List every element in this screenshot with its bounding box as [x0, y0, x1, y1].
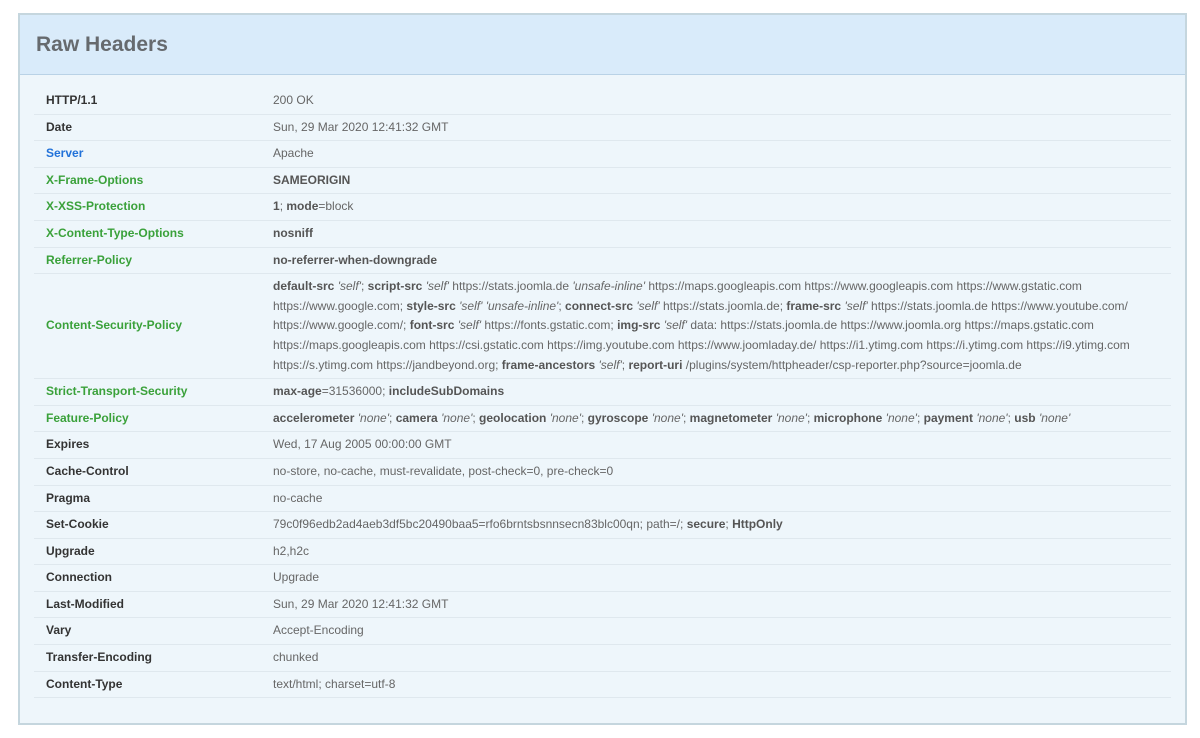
header-name: X-Frame-Options: [34, 167, 261, 194]
headers-table: [34, 88, 1171, 698]
header-row: [34, 141, 1171, 168]
directive-keyword: payment: [923, 410, 973, 425]
header-value: [261, 485, 1171, 512]
directive-keyword: microphone: [813, 410, 883, 425]
value-text: ;: [725, 517, 733, 532]
value-text: ;: [1007, 410, 1015, 425]
directive-keyword: style-src: [406, 298, 456, 313]
value-text: Sun, 29 Mar 2020 12:41:32 GMT: [273, 596, 449, 611]
value-text: Apache: [273, 146, 314, 161]
directive-source: 'unsafe-inline': [572, 279, 645, 294]
header-name: Upgrade: [34, 538, 261, 565]
header-row: [34, 405, 1171, 432]
value-text: Accept-Encoding: [273, 623, 364, 638]
value-text: Upgrade: [273, 570, 320, 585]
directive-keyword: usb: [1014, 410, 1036, 425]
header-name: X-Content-Type-Options: [34, 220, 261, 247]
header-row: [34, 247, 1171, 274]
header-name: Expires: [34, 432, 261, 459]
header-row: [34, 458, 1171, 485]
header-value: [261, 88, 1171, 114]
directive-source: 'self': [457, 318, 482, 333]
directive-keyword: report-uri: [628, 357, 683, 372]
directive-keyword: geolocation: [479, 410, 547, 425]
directive-keyword: default-src: [273, 279, 335, 294]
directive-keyword: includeSubDomains: [388, 384, 505, 399]
directive-keyword: max-age: [273, 384, 322, 399]
value-text: chunked: [273, 650, 319, 665]
header-value: [261, 167, 1171, 194]
header-value: [261, 274, 1171, 379]
directive-source: 'self' 'unsafe-inline': [459, 298, 559, 313]
header-name: Pragma: [34, 485, 261, 512]
value-text: ;: [806, 410, 814, 425]
directive-keyword: accelerometer: [273, 410, 355, 425]
header-name: Date: [34, 114, 261, 141]
header-name: Vary: [34, 618, 261, 645]
header-value: [261, 512, 1171, 539]
value-text: /plugins/system/httpheader/csp-reporter.php?source=joomla.de: [682, 357, 1022, 372]
directive-source: 'none': [885, 410, 917, 425]
header-row: [34, 194, 1171, 221]
value-text: https://stats.joomla.de;: [659, 298, 787, 313]
value-text: =block: [318, 199, 354, 214]
header-row: [34, 167, 1171, 194]
header-name: Last-Modified: [34, 591, 261, 618]
header-value: [261, 194, 1171, 221]
directive-keyword: img-src: [617, 318, 661, 333]
value-text: https://fonts.gstatic.com;: [481, 318, 618, 333]
directive-source: 'none': [357, 410, 390, 425]
directive-keyword: mode: [286, 199, 319, 214]
header-row: [34, 485, 1171, 512]
panel-header: [20, 15, 1185, 75]
header-row: [34, 591, 1171, 618]
header-name: Connection: [34, 565, 261, 592]
directive-source: 'self': [636, 298, 660, 313]
directive-source: 'self': [844, 298, 868, 313]
value-text: https://stats.joomla.de https://www.youtube.com/ https://www.google.com/;: [273, 298, 1128, 333]
header-value: [261, 114, 1171, 141]
directive-keyword: SAMEORIGIN: [273, 172, 351, 187]
value-text: ;: [916, 410, 924, 425]
directive-source: 'self': [598, 357, 622, 372]
value-text: ;: [472, 410, 480, 425]
header-value: [261, 538, 1171, 565]
header-row: [34, 512, 1171, 539]
header-value: [261, 618, 1171, 645]
value-text: ;: [682, 410, 690, 425]
value-text: data: https://stats.joomla.de https://www.joomla.org https://maps.gstatic.com https://maps.googleapis.com https://csi.gstatic.com https://img.youtube.com https://www.joomladay.de/ https://i1.ytimg.com https://i.ytimg.com https://i9.ytimg.com https://s.ytimg.com https://jandbeyond.org;: [273, 318, 1130, 372]
value-text: https://stats.joomla.de: [448, 279, 573, 294]
value-text: ;: [389, 410, 396, 425]
value-text: ;: [360, 279, 368, 294]
header-value: [261, 458, 1171, 485]
directive-source: 'none': [1038, 410, 1071, 425]
directive-source: 'self': [425, 279, 449, 294]
header-row: [34, 645, 1171, 672]
header-value: [261, 645, 1171, 672]
header-row: [34, 618, 1171, 645]
header-row: [34, 274, 1171, 379]
value-text: =31536000;: [321, 384, 389, 399]
directive-keyword: connect-src: [565, 298, 634, 313]
value-text: Wed, 17 Aug 2005 00:00:00 GMT: [273, 437, 452, 452]
directive-keyword: script-src: [367, 279, 423, 294]
header-value: [261, 220, 1171, 247]
directive-source: 'none': [441, 410, 473, 425]
directive-source: 'self': [663, 318, 688, 333]
header-name: Strict-Transport-Security: [34, 379, 261, 406]
value-text: no-store, no-cache, must-revalidate, post-check=0, pre-check=0: [273, 463, 614, 478]
header-row: [34, 114, 1171, 141]
directive-keyword: magnetometer: [689, 410, 773, 425]
panel-body: [20, 75, 1185, 698]
value-text: https://maps.googleapis.com https://www.googleapis.com https://www.gstatic.com https://www.google.com;: [273, 279, 1082, 313]
value-text: 79c0f96edb2ad4aeb3df5bc20490baa5=rfo6brntsbsnnsecn83blc00qn; path=/;: [273, 517, 687, 532]
header-value: [261, 405, 1171, 432]
value-text: ;: [581, 410, 588, 425]
header-value: [261, 671, 1171, 698]
directive-keyword: gyroscope: [587, 410, 649, 425]
value-text: text/html; charset=utf-8: [273, 676, 396, 691]
directive-keyword: frame-src: [786, 298, 842, 313]
directive-keyword: camera: [395, 410, 438, 425]
header-row: [34, 671, 1171, 698]
header-value: [261, 141, 1171, 168]
panel-title: Raw Headers: [36, 32, 168, 56]
directive-source: 'none': [549, 410, 581, 425]
value-text: ;: [558, 298, 566, 313]
headers-table-body: [34, 88, 1171, 698]
header-value: [261, 379, 1171, 406]
header-row: [34, 538, 1171, 565]
directive-source: 'self': [337, 279, 361, 294]
raw-headers-panel: [18, 13, 1187, 725]
header-row: [34, 432, 1171, 459]
directive-source: 'none': [976, 410, 1008, 425]
header-value: [261, 432, 1171, 459]
header-name: HTTP/1.1: [34, 88, 261, 114]
header-name: Content-Security-Policy: [34, 274, 261, 379]
header-name: Referrer-Policy: [34, 247, 261, 274]
directive-keyword: nosniff: [273, 225, 313, 240]
directive-keyword: 1: [273, 199, 280, 214]
directive-keyword: frame-ancestors: [501, 357, 596, 372]
header-name: Cache-Control: [34, 458, 261, 485]
header-row: [34, 565, 1171, 592]
value-text: 200 OK: [273, 93, 314, 107]
header-value: [261, 591, 1171, 618]
header-name: Set-Cookie: [34, 512, 261, 539]
header-row: [34, 379, 1171, 406]
value-text: h2,h2c: [273, 543, 310, 558]
directive-source: 'none': [651, 410, 683, 425]
header-value: [261, 247, 1171, 274]
directive-keyword: no-referrer-when-downgrade: [273, 252, 438, 267]
header-name: Feature-Policy: [34, 405, 261, 432]
directive-keyword: font-src: [409, 318, 455, 333]
value-text: ;: [279, 199, 287, 214]
directive-keyword: HttpOnly: [732, 517, 783, 532]
header-name: Transfer-Encoding: [34, 645, 261, 672]
directive-source: 'none': [775, 410, 807, 425]
header-name: Content-Type: [34, 671, 261, 698]
header-row: [34, 88, 1171, 114]
value-text: no-cache: [273, 490, 323, 505]
header-name: Server: [34, 141, 261, 168]
header-row: [34, 220, 1171, 247]
header-name: X-XSS-Protection: [34, 194, 261, 221]
directive-keyword: secure: [686, 517, 726, 532]
value-text: Sun, 29 Mar 2020 12:41:32 GMT: [273, 119, 449, 134]
value-text: ;: [621, 357, 629, 372]
header-value: [261, 565, 1171, 592]
